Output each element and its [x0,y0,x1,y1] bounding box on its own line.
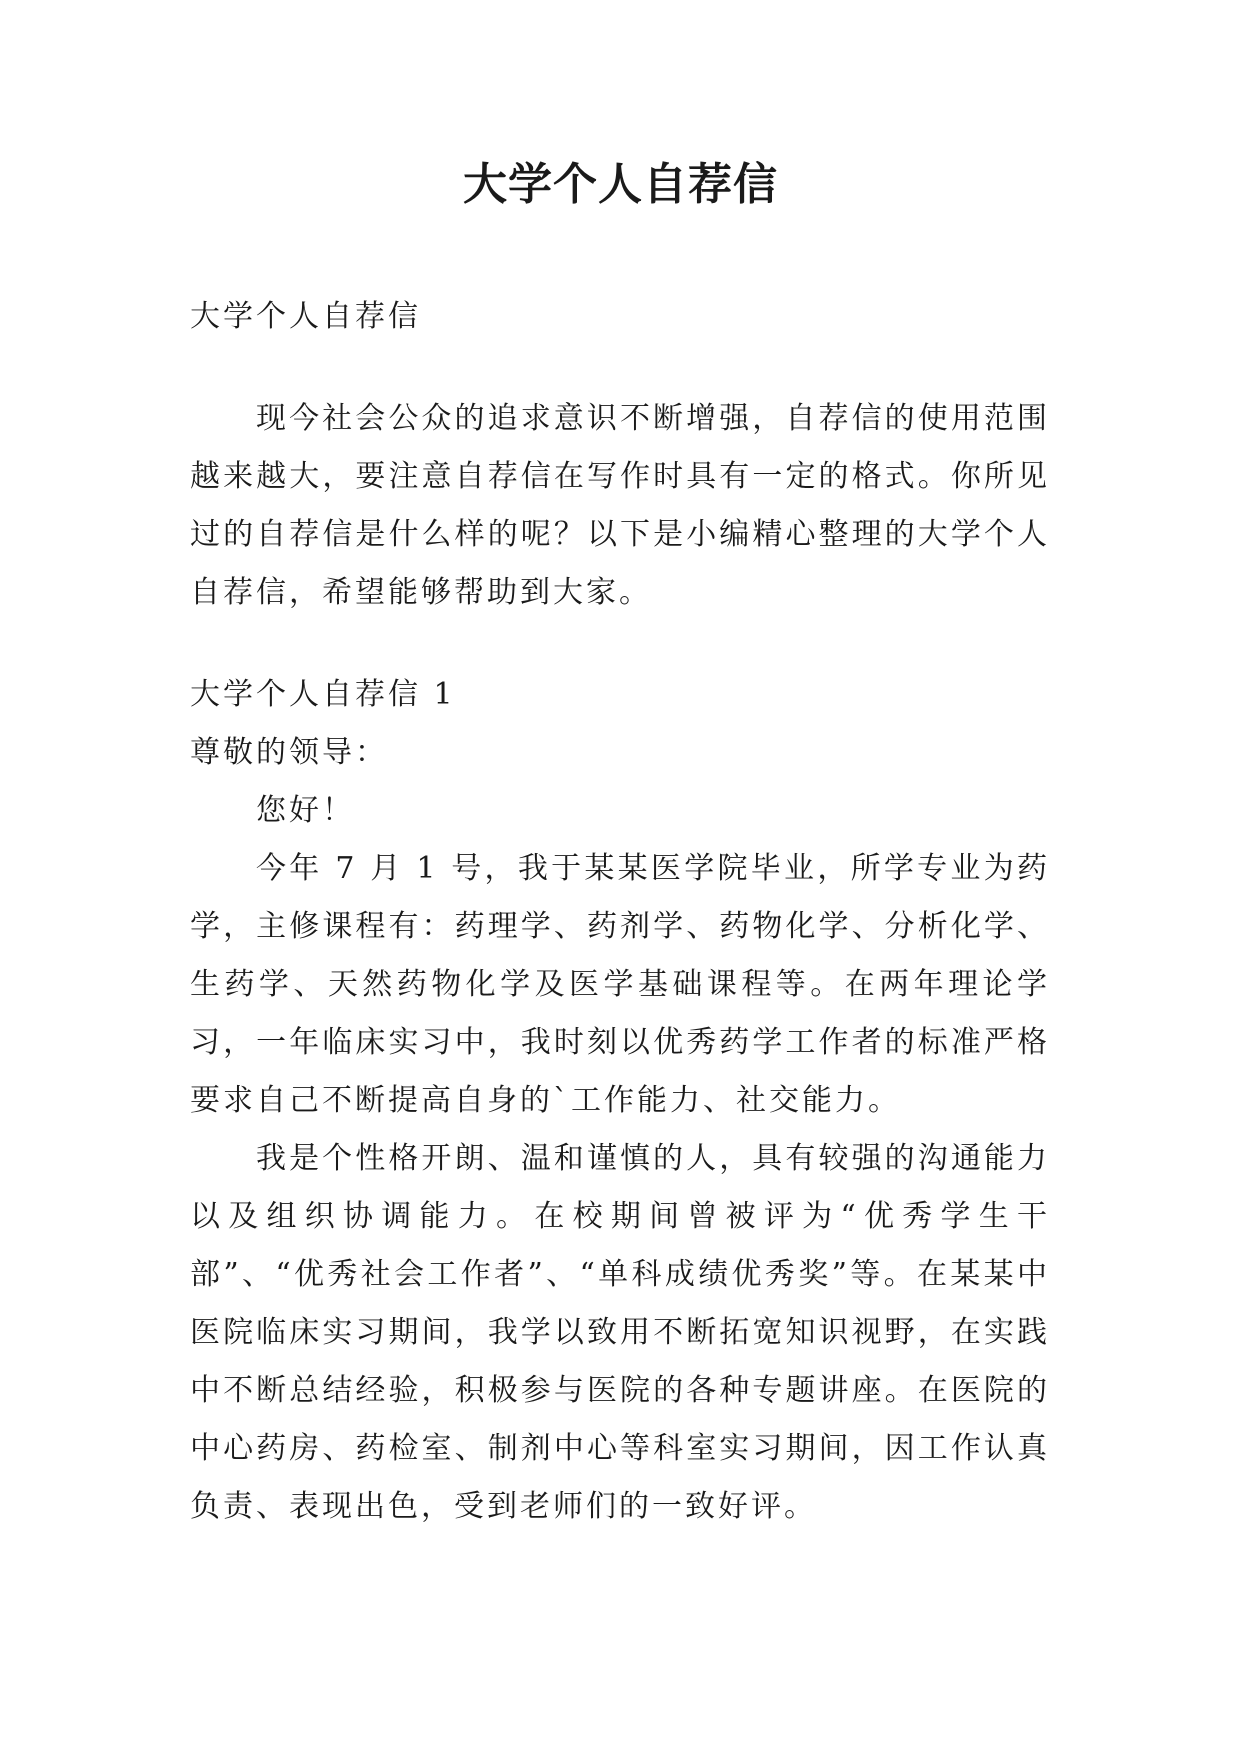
document-title: 大学个人自荐信 [463,159,778,210]
spacer [190,346,1050,390]
document-subtitle: 大学个人自荐信 [190,299,421,334]
spacer [190,622,1050,666]
document-body [190,288,1050,1536]
greeting: 您好！ [256,793,355,828]
salutation: 尊敬的领导： [190,735,388,770]
intro-paragraph: 现今社会公众的追求意识不断增强，自荐信的使用范围越来越大，要注意自荐信在写作时具有一定的格式。你所见过的自荐信是什么样的呢？以下是小编精心整理的大学个人自荐信，希望能够帮助到大家。 [190,401,1050,610]
body-paragraph-1: 今年 7 月 1 号，我于某某医学院毕业，所学专业为药学，主修课程有：药理学、药剂学、药物化学、分析化学、生药学、天然药物化学及医学基础课程等。在两年理论学习，一年临床实习中，我时刻以优秀药学工作者的标准严格要求自己不断提高自身的`工作能力、社交能力。 [190,851,1050,1118]
letter-heading: 大学个人自荐信 1 [190,677,456,712]
body-paragraph-2: 我是个性格开朗、温和谨慎的人，具有较强的沟通能力以及组织协调能力。在校期间曾被评为“优秀学生干部”、“优秀社会工作者”、“单科成绩优秀奖”等。在某某中医院临床实习期间，我学以致用不断拓宽知识视野，在实践中不断总结经验，积极参与医院的各种专题讲座。在医院的中心药房、药检室、制剂中心等科室实习期间，因工作认真负责、表现出色，受到老师们的一致好评。 [190,1141,1050,1524]
